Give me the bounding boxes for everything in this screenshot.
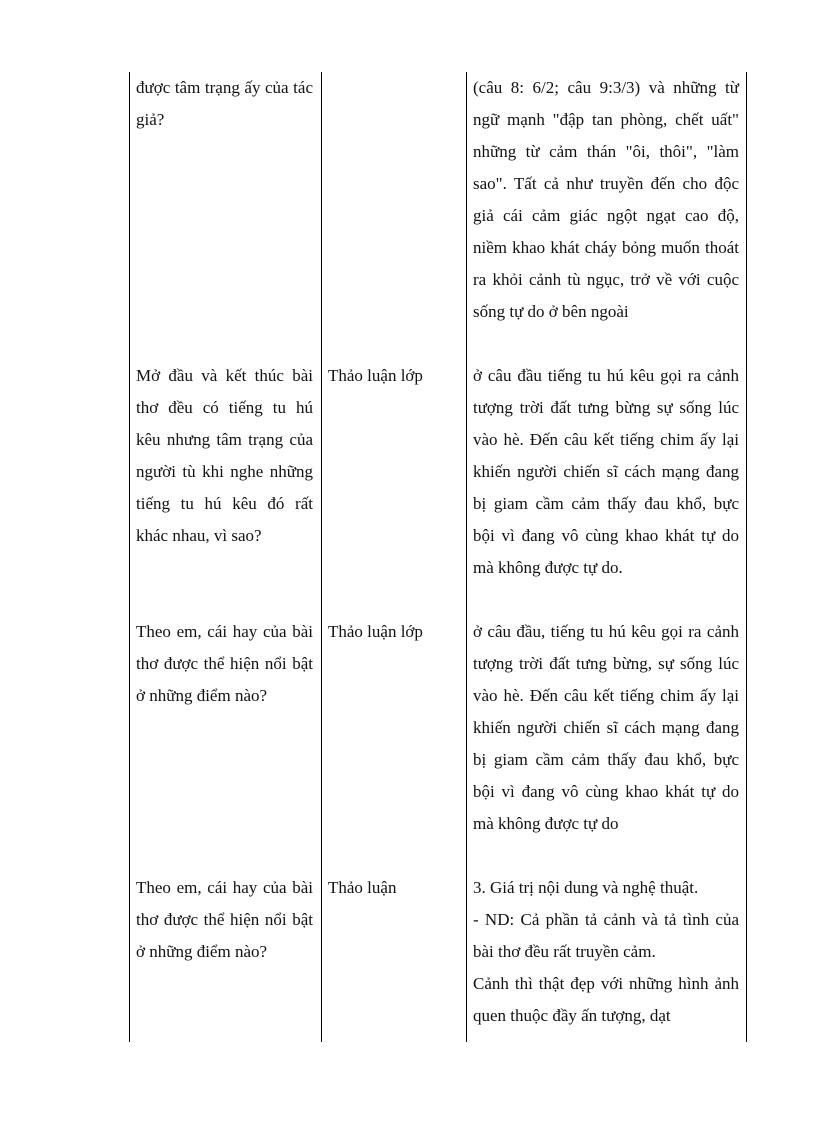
question-cell: được tâm trạng ấy của tác giả? (136, 78, 313, 129)
activity-cell: Thảo luận lớp (328, 366, 423, 385)
question-cell: Theo em, cái hay của bài thơ được thể hiện nổi bật ở những điểm nào? (136, 878, 313, 961)
table-column-divider-1 (321, 72, 322, 1042)
answer-paragraph: ở câu đầu, tiếng tu hú kêu gọi ra cảnh tượng trời đất tưng bừng, sự sống lúc vào hè. Đến câu kết tiếng chim ấy lại khiến người chiến sĩ cách mạng đang bị giam cầm cảm thấy đau khổ, bực bội vì đang vô cùng khao khát tự do mà không được tự do (473, 622, 739, 833)
question-cell: Mở đầu và kết thúc bài thơ đều có tiếng tu hú kêu nhưng tâm trạng của người tù khi nghe những tiếng tu hú kêu đó rất khác nhau, vì sao? (136, 366, 313, 545)
question-cell: Theo em, cái hay của bài thơ được thể hiện nổi bật ở những điểm nào? (136, 622, 313, 705)
activity-cell: Thảo luận (328, 878, 397, 897)
answer-paragraph: - ND: Cả phần tả cảnh và tả tình của bài thơ đều rất truyền cảm. (473, 910, 739, 961)
table-border-left (129, 72, 130, 1042)
answer-cell (473, 360, 739, 584)
answer-paragraph: ở câu đầu tiếng tu hú kêu gọi ra cảnh tượng trời đất tưng bừng sự sống lúc vào hè. Đến câu kết tiếng chim ấy lại khiến người chiến sĩ cách mạng đang bị giam cầm cảm thấy đau khổ, bực bội vì đang vô cùng khao khát tự do mà không được tự do. (473, 366, 739, 577)
answer-cell (473, 616, 739, 840)
activity-cell: Thảo luận lớp (328, 622, 423, 641)
answer-paragraph: (câu 8: 6/2; câu 9:3/3) và những từ ngữ mạnh "đập tan phòng, chết uất" những từ cảm thán "ôi, thôi", "làm sao". Tất cả như truyền đến cho độc giả cái cảm giác ngột ngạt cao độ, niềm khao khát cháy bỏng muốn thoát ra khỏi cảnh tù ngục, trở về với cuộc sống tự do ở bên ngoài (473, 78, 739, 321)
answer-cell (473, 872, 739, 1032)
answer-cell (473, 72, 739, 328)
answer-paragraph: Cảnh thì thật đẹp với những hình ảnh quen thuộc đầy ấn tượng, dạt (473, 974, 739, 1025)
table-column-divider-2 (466, 72, 467, 1042)
lesson-table (129, 72, 747, 1042)
table-border-right (746, 72, 747, 1042)
answer-heading: 3. Giá trị nội dung và nghệ thuật. (473, 878, 699, 897)
